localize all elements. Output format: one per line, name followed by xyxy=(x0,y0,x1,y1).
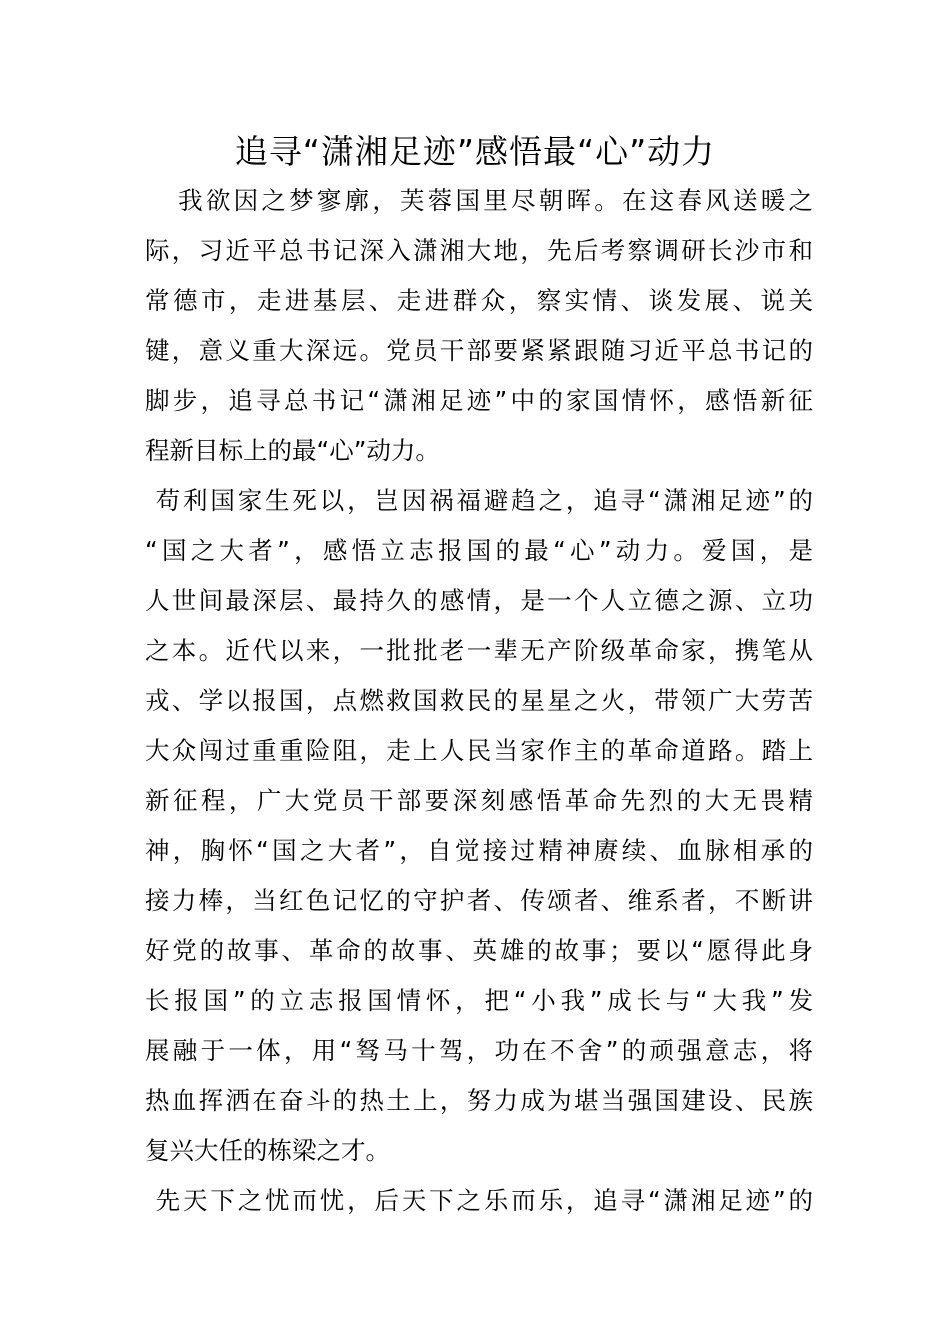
body-line: 常德市，走进基层、走进群众，察实情、谈发展、说关 xyxy=(145,286,813,315)
body-line: 热血挥洒在奋斗的热土上，努力成为堪当强国建设、民族 xyxy=(145,1086,813,1115)
body-line: 键，意义重大深远。党员干部要紧紧跟随习近平总书记的 xyxy=(145,336,813,365)
body-line: 际，习近平总书记深入潇湘大地，先后考察调研长沙市和 xyxy=(145,236,813,265)
body-line: 人世间最深层、最持久的感情，是一个人立德之源、立功 xyxy=(145,586,813,615)
body-line: 展融于一体，用“驽马十驾，功在不舍”的顽强意志，将 xyxy=(145,1036,813,1065)
body-line: 之本。近代以来，一批批老一辈无产阶级革命家，携笔从 xyxy=(145,636,813,665)
body-line: 新征程，广大党员干部要深刻感悟革命先烈的大无畏精 xyxy=(145,786,813,815)
body-line: 脚步，追寻总书记“潇湘足迹”中的家国情怀，感悟新征 xyxy=(145,386,813,415)
body-line: 我欲因之梦寥廓，芙蓉国里尽朝晖。在这春风送暖之 xyxy=(145,186,813,215)
body-line: “国之大者”，感悟立志报国的最“心”动力。爱国，是 xyxy=(145,536,813,565)
body-line: 复兴大任的栋梁之才。 xyxy=(145,1136,390,1165)
body-line: 戎、学以报国，点燃救国救民的星星之火，带领广大劳苦 xyxy=(145,686,813,715)
document-body xyxy=(145,176,813,1226)
body-line: 程新目标上的最“心”动力。 xyxy=(145,436,440,465)
body-line: 长报国”的立志报国情怀，把“小我”成长与“大我”发 xyxy=(145,986,813,1015)
body-line: 好党的故事、革命的故事、英雄的故事；要以“愿得此身 xyxy=(145,936,813,965)
body-line: 神，胸怀“国之大者”，自觉接过精神赓续、血脉相承的 xyxy=(145,836,813,865)
document-title: 追寻“潇湘足迹”感悟最“心”动力 xyxy=(234,132,716,171)
body-line: 苟利国家生死以，岂因祸福避趋之，追寻“潇湘足迹”的 xyxy=(145,486,813,515)
body-line: 接力棒，当红色记忆的守护者、传颂者、维系者，不断讲 xyxy=(145,886,813,915)
body-line: 先天下之忧而忧，后天下之乐而乐，追寻“潇湘足迹”的 xyxy=(145,1186,813,1215)
body-line: 大众闯过重重险阻，走上人民当家作主的革命道路。踏上 xyxy=(145,736,813,765)
